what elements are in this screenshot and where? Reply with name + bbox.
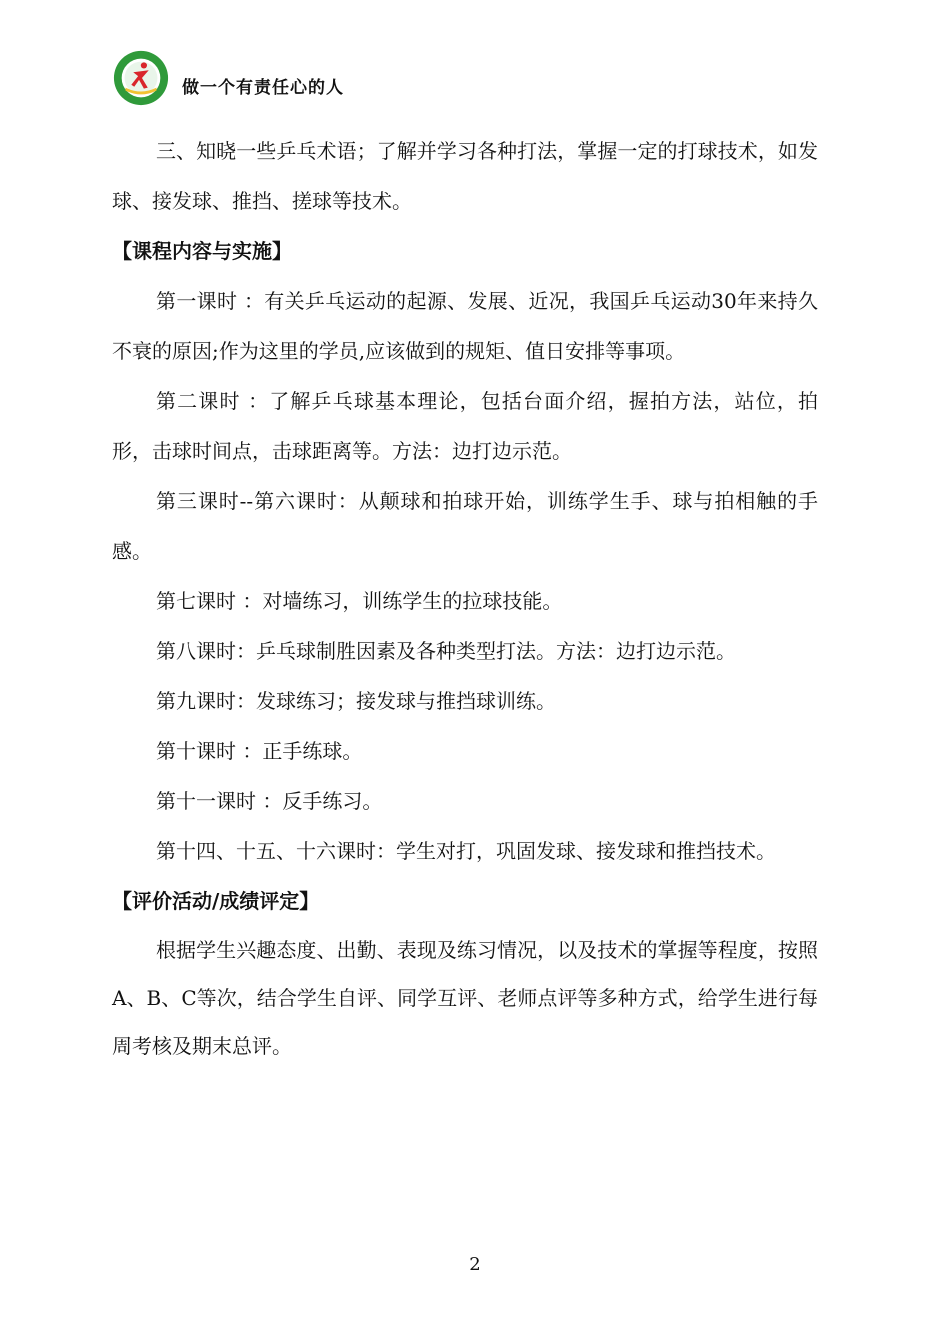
section-heading-evaluation: 【评价活动/成绩评定】 [112,889,320,913]
lesson-paragraph: 第八课时：乒乓球制胜因素及各种类型打法。方法：边打边示范。 [156,639,736,663]
lesson-paragraph: 第三课时--第六课时：从颠球和拍球开始，训练学生手、球与拍相触的手感。 [112,489,818,563]
page-number: 2 [469,1254,481,1275]
lesson-paragraph: 第十四、十五、十六课时：学生对打，巩固发球、接发球和推挡技术。 [156,839,776,863]
lesson-paragraph: 第十一课时 ：反手练习。 [156,789,383,813]
lesson-paragraph: 第七课时 ：对墙练习，训练学生的拉球技能。 [156,589,563,613]
lesson-paragraph: 第二课时 ：了解乒乓球基本理论，包括台面介绍，握拍方法，站位，拍形，击球时间点，击球距离等。方法：边打边示范。 [112,389,818,463]
lesson-paragraph: 第十课时 ：正手练球。 [156,739,363,763]
document-body [112,126,818,1070]
section-heading-content: 【课程内容与实施】 [112,239,292,263]
school-emblem-icon [112,49,170,107]
page-header [112,50,344,106]
evaluation-paragraph: 根据学生兴趣态度、出勤、表现及练习情况，以及技术的掌握等程度，按照A、B、C等次，结合学生自评、同学互评、老师点评等多种方式，给学生进行每周考核及期末总评。 [112,938,818,1058]
lesson-paragraph: 第九课时：发球练习；接发球与推挡球训练。 [156,689,556,713]
lesson-paragraph: 第一课时 ：有关乒乓运动的起源、发展、近况，我国乒乓运动30年来持久不衰的原因;作为这里的学员,应该做到的规矩、值日安排等事项。 [112,289,818,363]
objective-paragraph: 三、知晓一些乒乓术语；了解并学习各种打法，掌握一定的打球技术，如发球、接发球、推挡、搓球等技术。 [112,139,818,213]
header-motto: 做一个有责任心的人 [182,77,344,98]
